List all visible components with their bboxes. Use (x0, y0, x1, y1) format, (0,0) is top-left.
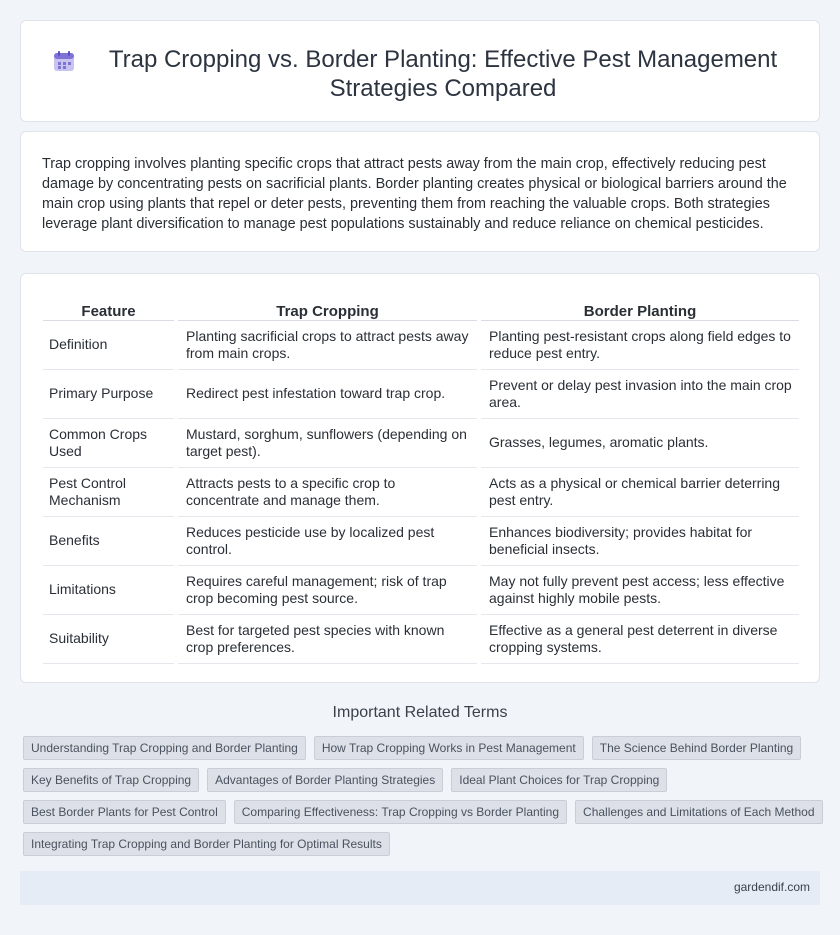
tag-row (23, 832, 823, 856)
comparison-card (20, 273, 820, 683)
intro-paragraph: Trap cropping involves planting specific crops that attract pests away from the main crop, effectively reducing pest damage by concentrating pests on sacrificial plants. Border planting creates physical or biological barriers around the main crop using plants that repel or deter pests, preventing them from reaching the valuable crops. Both strategies leverage plant diversification to manage pest populations sustainably and reduce reliance on chemical pesticides. (42, 156, 787, 232)
related-term-link[interactable]: Integrating Trap Cropping and Border Planting for Optimal Results (23, 832, 390, 856)
border-cell: Planting pest-resistant crops along field edges to reduce pest entry. (479, 320, 799, 369)
related-term-link[interactable]: The Science Behind Border Planting (592, 736, 801, 760)
related-term-link[interactable]: Best Border Plants for Pest Control (23, 800, 226, 824)
title-card (20, 20, 820, 122)
table-header-row (43, 296, 799, 320)
header-border-planting: Border Planting (479, 296, 799, 320)
trap-cell: Requires careful management; risk of trap crop becoming pest source. (176, 565, 479, 614)
trap-cell: Attracts pests to a specific crop to concentrate and manage them. (176, 467, 479, 516)
related-term-link[interactable]: How Trap Cropping Works in Pest Management (314, 736, 584, 760)
tag-row (23, 768, 823, 792)
border-cell: Effective as a general pest deterrent in diverse cropping systems. (479, 614, 799, 663)
related-term-link[interactable]: Understanding Trap Cropping and Border Planting (23, 736, 306, 760)
border-cell: May not fully prevent pest access; less effective against highly mobile pests. (479, 565, 799, 614)
trap-cell: Best for targeted pest species with known crop preferences. (176, 614, 479, 663)
table-row (43, 369, 799, 418)
trap-cell: Mustard, sorghum, sunflowers (depending on target pest). (176, 418, 479, 467)
related-term-link[interactable]: Comparing Effectiveness: Trap Cropping vs Border Planting (234, 800, 567, 824)
feature-cell: Pest Control Mechanism (43, 467, 176, 516)
border-cell: Prevent or delay pest invasion into the main crop area. (479, 369, 799, 418)
related-term-link[interactable]: Ideal Plant Choices for Trap Cropping (451, 768, 667, 792)
border-cell: Acts as a physical or chemical barrier deterring pest entry. (479, 467, 799, 516)
footer-site-link[interactable]: gardendif.com (733, 880, 810, 894)
feature-cell: Limitations (43, 565, 176, 614)
feature-cell: Primary Purpose (43, 369, 176, 418)
feature-cell: Definition (43, 320, 176, 369)
table-row (43, 565, 799, 614)
tag-row (23, 800, 823, 824)
feature-cell: Common Crops Used (43, 418, 176, 467)
border-cell: Enhances biodiversity; provides habitat for beneficial insects. (479, 516, 799, 565)
header-trap-cropping: Trap Cropping (176, 296, 479, 320)
feature-cell: Suitability (43, 614, 176, 663)
table-row (43, 614, 799, 663)
table-row (43, 516, 799, 565)
page-title: Trap Cropping vs. Border Planting: Effective Pest Management Strategies Compared (108, 46, 778, 102)
table-row (43, 320, 799, 369)
related-term-link[interactable]: Key Benefits of Trap Cropping (23, 768, 199, 792)
tag-row (23, 736, 823, 760)
trap-cell: Redirect pest infestation toward trap crop. (176, 369, 479, 418)
calendar-icon (52, 49, 76, 73)
table-row (43, 467, 799, 516)
related-term-link[interactable]: Challenges and Limitations of Each Method (575, 800, 822, 824)
related-terms-heading: Important Related Terms (332, 704, 508, 721)
comparison-table (43, 296, 799, 664)
trap-cell: Reduces pesticide use by localized pest control. (176, 516, 479, 565)
footer (20, 871, 820, 905)
border-cell: Grasses, legumes, aromatic plants. (479, 418, 799, 467)
trap-cell: Planting sacrificial crops to attract pests away from main crops. (176, 320, 479, 369)
header-feature: Feature (43, 296, 176, 320)
related-term-link[interactable]: Advantages of Border Planting Strategies (207, 768, 443, 792)
related-terms-list (23, 736, 823, 864)
feature-cell: Benefits (43, 516, 176, 565)
intro-card (20, 131, 820, 252)
table-row (43, 418, 799, 467)
